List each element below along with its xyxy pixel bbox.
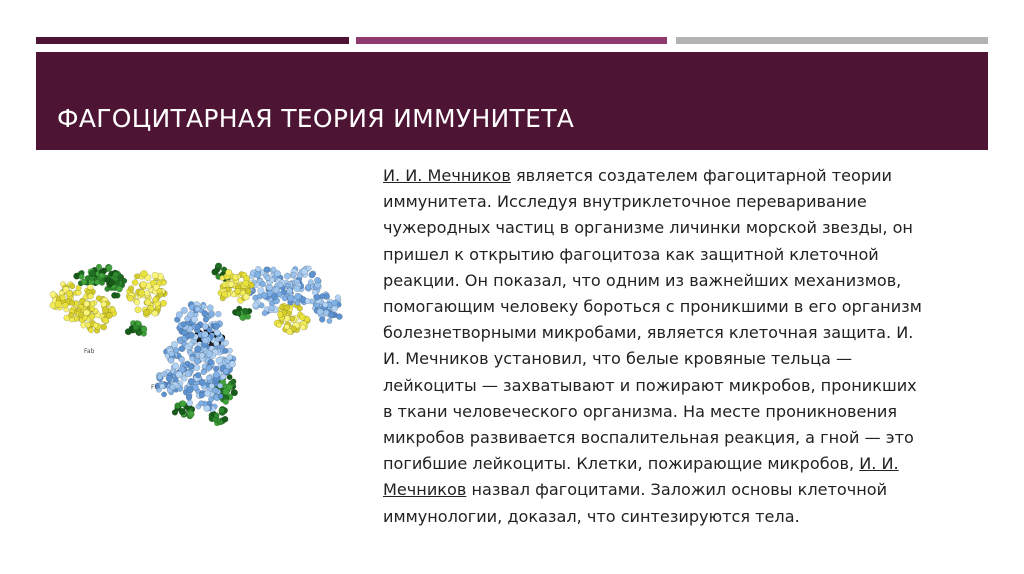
molecule-atom (198, 401, 204, 407)
molecule-atom (96, 296, 102, 302)
molecule-atom (202, 310, 208, 316)
molecule-atom (172, 410, 178, 416)
molecule-atom (180, 401, 186, 407)
molecule-atom (134, 274, 139, 279)
molecule-atom (140, 281, 147, 288)
molecule-atom (225, 269, 232, 276)
molecule-atom (62, 302, 68, 308)
molecule-atom (236, 311, 241, 316)
molecule-atom (181, 321, 187, 327)
molecule-atom (209, 383, 214, 388)
molecule-atom (243, 294, 249, 300)
body-text-segment: в ткани человеческого организма. На месте проникновения (383, 401, 898, 421)
molecule-atom (287, 295, 294, 302)
molecule-atom (188, 378, 194, 384)
molecule-atom (209, 312, 215, 318)
molecule-atom (207, 305, 213, 311)
body-text-segment: И. Мечников установил, что белые кровяные тельца — (383, 349, 853, 369)
molecule-atom (179, 357, 185, 363)
molecule-atom (254, 272, 261, 279)
molecule-atom (231, 379, 236, 384)
molecule-atom (282, 296, 287, 301)
molecule-atom (84, 301, 90, 307)
molecule-atom (76, 285, 81, 290)
molecule-atom (160, 384, 165, 389)
molecule-atom (170, 384, 176, 390)
molecule-atom (271, 267, 276, 272)
molecule-atom (206, 365, 212, 371)
body-paragraph (383, 163, 983, 530)
body-text-segment: пришел к открытию фагоцитоза как защитной клеточной (383, 244, 879, 264)
molecule-atom (231, 389, 237, 395)
molecule-atom (260, 281, 266, 287)
molecule-atom (132, 279, 138, 285)
molecule-atom (144, 290, 149, 295)
molecule-atom (122, 278, 127, 283)
body-text-segment: чужеродных частиц в организме личинки морской звезды, он (383, 218, 913, 238)
molecule-atom (314, 277, 320, 283)
molecule-atom (141, 270, 148, 277)
molecule-atom (105, 277, 111, 283)
molecule-atom (278, 282, 284, 288)
molecule-atom (70, 300, 75, 305)
molecule-atom (219, 408, 225, 414)
molecule-atom (214, 413, 220, 419)
molecule-atom (85, 322, 90, 327)
molecule-atom (213, 372, 219, 378)
molecule-atom (157, 375, 162, 380)
molecule-atom (176, 371, 183, 378)
title-bar (36, 52, 988, 150)
molecule-atom (110, 307, 116, 313)
molecule-atom (320, 293, 325, 298)
molecule-atom (188, 411, 195, 418)
molecule-atom (157, 288, 162, 293)
molecule-atom (88, 328, 93, 333)
body-text-segment: реакции. Он показал, что одним из важнейших механизмов, (383, 270, 902, 290)
molecule-atom (317, 309, 324, 316)
molecule-atom (227, 374, 232, 379)
molecule-atom (236, 306, 241, 311)
molecule-atom (271, 293, 277, 299)
molecule-atom (222, 416, 228, 422)
molecule-atom (203, 317, 209, 323)
molecule-atom (223, 348, 228, 353)
molecule-atom (204, 390, 211, 397)
molecule-atom (79, 274, 85, 280)
molecule-atom (269, 305, 275, 311)
molecule-atom (217, 383, 222, 388)
top-stripe-dark (36, 37, 349, 44)
molecule-atom (88, 293, 94, 299)
molecule-atom (136, 321, 141, 326)
molecule-atom (81, 279, 87, 285)
molecule-atom (291, 272, 296, 277)
molecule-atom (202, 337, 208, 343)
molecule-atom (90, 306, 95, 311)
molecule-atom (179, 346, 185, 352)
molecule-atom (284, 324, 289, 329)
molecule-atom (284, 305, 290, 311)
molecule-atom (190, 356, 195, 361)
molecule-atom (332, 300, 338, 306)
molecule-atom (186, 394, 192, 400)
molecule-atom (240, 314, 247, 321)
underlined-name-link[interactable]: Мечников (383, 480, 467, 500)
body-text-segment: помогающим человеку бороться с проникшими в его организм (383, 297, 922, 317)
molecule-atom (299, 314, 305, 320)
molecule-atom (185, 370, 191, 376)
slide-title: ФАГОЦИТАРНАЯ ТЕОРИЯ ИММУНИТЕТА (57, 104, 575, 133)
body-text-segment: иммунитета. Исследуя внутриклеточное переваривание (383, 192, 867, 212)
molecule-atom (106, 312, 112, 318)
molecule-atom (261, 292, 267, 298)
molecule-atom (301, 268, 308, 275)
molecule-atom (335, 295, 340, 300)
molecule-atom (161, 392, 166, 397)
underlined-name-link[interactable]: И. И. Мечников (383, 166, 511, 185)
molecule-atom (290, 316, 295, 321)
molecule-atom (235, 288, 241, 294)
molecule-atom (195, 372, 201, 378)
molecule-atom (297, 306, 303, 312)
molecule-atom (191, 316, 198, 323)
molecule-atom (55, 301, 62, 308)
molecule-atom (213, 323, 220, 330)
molecule-atom (83, 310, 89, 316)
molecule-atom (78, 312, 84, 318)
molecule-atom (166, 375, 173, 382)
molecule-atom (287, 288, 293, 294)
molecule-atom (141, 326, 147, 332)
molecule-atom (195, 324, 200, 329)
molecule-atom (208, 397, 213, 402)
molecule-atom (232, 274, 238, 280)
molecule-atom (284, 273, 290, 279)
molecule-atom (116, 286, 122, 292)
molecule-atom (99, 273, 105, 279)
molecule-atom (227, 354, 233, 360)
molecule-atom (223, 340, 229, 346)
molecule-atom (324, 310, 330, 316)
molecule-subunit-cluster (274, 302, 310, 335)
molecule-atom (188, 332, 194, 338)
molecule-atom (212, 269, 219, 276)
molecule-atom (201, 304, 207, 310)
figure-label-fc: Fc (151, 384, 158, 391)
molecule-atom (246, 288, 251, 293)
molecule-atom (113, 272, 119, 278)
molecule-atom (226, 384, 233, 391)
molecule-atom (153, 297, 159, 303)
body-text-segment: лейкоциты — захватывают и пожирают микробов, проникших (383, 375, 917, 395)
molecule-atom (207, 327, 212, 332)
molecule-atom (199, 379, 206, 386)
molecule-atom (309, 272, 315, 278)
molecule-atom (222, 291, 228, 297)
molecule-atom (262, 310, 267, 315)
body-text-segment: микробов развивается воспалительная реакция, а гной — это (383, 428, 914, 448)
molecule-atom (336, 314, 342, 320)
molecule-subunit-cluster (232, 306, 252, 321)
molecule-atom (201, 369, 207, 375)
molecule-atom (188, 364, 193, 369)
molecule-subunit-cluster (88, 264, 119, 286)
molecule-subunit-cluster (50, 281, 96, 322)
molecule-atom (206, 375, 212, 381)
molecule-atom (286, 283, 291, 288)
molecule-atom (127, 295, 133, 301)
body-text-segment: является создателем фагоцитарной теории (510, 166, 893, 185)
molecule-atom (161, 280, 166, 285)
molecule-atom (212, 388, 218, 394)
body-text-segment: болезнетворными микробами, является клеточная защита. И. (383, 323, 914, 343)
molecule-atom (152, 310, 158, 316)
molecule-atom (134, 299, 140, 305)
molecule-atom (99, 280, 104, 285)
molecule-atom (223, 368, 229, 374)
molecule-atom (168, 357, 174, 363)
molecule-atom (243, 308, 249, 314)
molecule-atom (223, 399, 229, 405)
molecule-atom (172, 363, 178, 369)
molecule-atom (188, 342, 193, 347)
molecule-atom (179, 408, 185, 414)
molecule-atom (255, 266, 261, 272)
molecule-atom (215, 311, 221, 317)
molecule-atom (70, 283, 76, 289)
molecule-atom (276, 322, 281, 327)
molecule-atom (106, 265, 112, 271)
molecule-atom (174, 347, 180, 353)
molecule-atom (143, 309, 150, 316)
molecule-atom (216, 357, 223, 364)
molecule-atom (323, 302, 329, 308)
molecule-atom (277, 312, 283, 318)
molecule-atom (229, 361, 236, 368)
molecule-atom (60, 295, 66, 301)
molecule-atom (138, 290, 145, 297)
molecule-atom (125, 328, 131, 334)
underlined-name-link[interactable]: И. И. (859, 454, 899, 474)
molecule-atom (96, 264, 102, 270)
molecule-atom (218, 394, 223, 399)
molecule-atom (242, 280, 249, 287)
molecule-atom (93, 323, 98, 328)
body-text-segment: погибшие лейкоциты. Клетки, пожирающие микробов, (383, 454, 860, 474)
molecule-atom (169, 351, 175, 357)
antibody-molecule-image (44, 238, 359, 438)
figure-label-fab: Fab (84, 348, 95, 355)
molecule-atom (208, 359, 213, 364)
molecule-atom (145, 299, 152, 306)
molecule-atom (68, 312, 73, 317)
molecule-atom (265, 275, 270, 280)
molecule-atom (102, 307, 109, 314)
molecule-atom (264, 267, 270, 273)
molecule-atom (182, 376, 188, 382)
molecule-atom (176, 312, 183, 319)
molecule-atom (305, 298, 310, 303)
molecule-atom (267, 285, 273, 291)
molecule-atom (327, 318, 332, 323)
molecule-subunit-cluster (126, 270, 167, 317)
molecule-atom (300, 324, 306, 330)
molecule-atom (152, 272, 159, 279)
molecule-atom (66, 290, 72, 296)
molecule-atom (215, 263, 221, 269)
molecule-atom (128, 286, 134, 292)
molecule-atom (199, 353, 205, 359)
molecule-atom (328, 312, 334, 318)
molecule-atom (199, 392, 205, 398)
molecule-atom (95, 280, 100, 285)
top-stripe-grey (676, 37, 988, 44)
top-stripe-magenta (356, 37, 667, 44)
molecule-atom (194, 346, 201, 353)
molecule-atom (295, 293, 302, 300)
molecule-atom (319, 317, 325, 323)
molecule-atom (195, 306, 201, 312)
molecule-atom (253, 302, 259, 308)
molecule-atom (135, 307, 141, 313)
molecule-atom (332, 306, 338, 312)
molecule-atom (214, 329, 220, 335)
molecule-atom (187, 386, 194, 393)
molecule-atom (206, 351, 213, 358)
molecule-subunit-cluster (125, 320, 147, 336)
molecule-atom (291, 326, 296, 331)
molecule-atom (50, 291, 56, 297)
molecule-atom (187, 400, 193, 406)
molecule-atom (101, 324, 107, 330)
molecule-atom (312, 289, 318, 295)
body-text-segment: назвал фагоцитами. Заложил основы клеточной (466, 480, 888, 500)
molecule-atom (89, 270, 95, 276)
molecule-atom (273, 287, 279, 293)
molecule-atom (294, 285, 301, 292)
molecule-atom (111, 292, 117, 298)
molecule-atom (248, 282, 254, 288)
molecule-atom (228, 281, 234, 287)
antibody-molecule-figure (44, 238, 359, 438)
body-text-segment: иммунологии, доказал, что синтезируются тела. (383, 506, 800, 526)
